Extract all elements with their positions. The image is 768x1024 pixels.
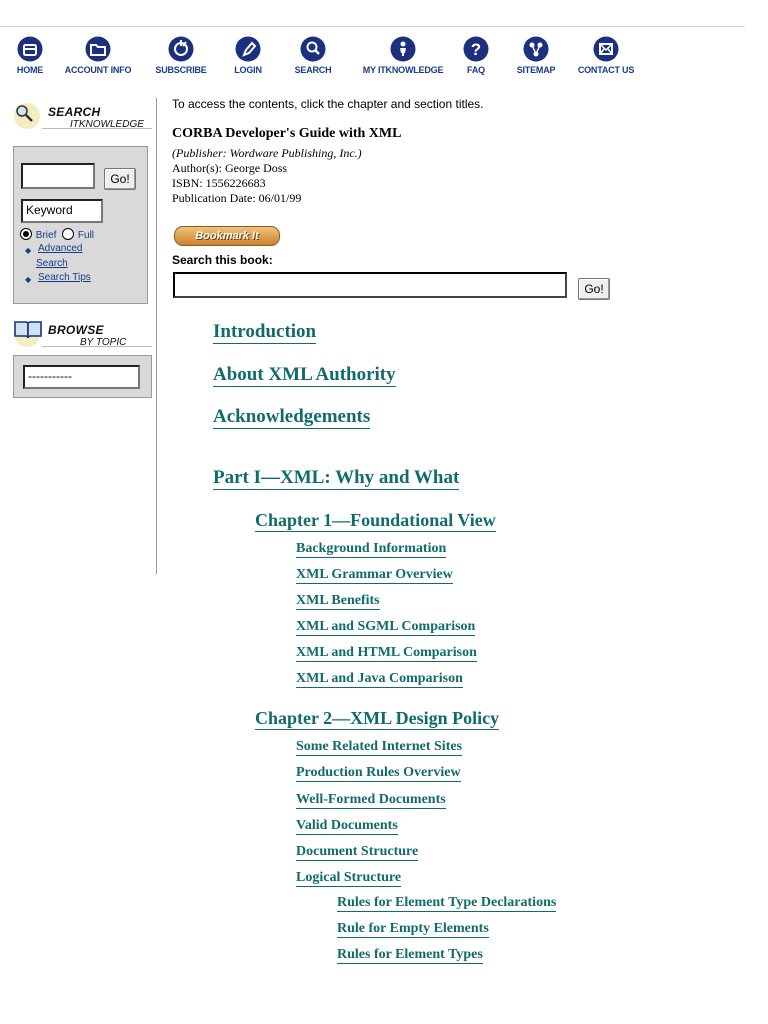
pen-icon: [235, 36, 261, 62]
instructions-text: To access the contents, click the chapter and section titles.: [172, 97, 484, 111]
site-search-go-button[interactable]: Go!: [104, 168, 136, 190]
magnifier-icon: [12, 100, 44, 132]
home-icon: [17, 36, 43, 62]
heading-rule: [42, 128, 152, 129]
publisher-text: (Publisher: Wordware Publishing, Inc.): [172, 146, 362, 160]
search-book-go-button[interactable]: Go!: [578, 278, 610, 300]
nav-label: SEARCH: [294, 65, 332, 75]
nav-label: HOME: [16, 65, 44, 75]
bookmark-it-button[interactable]: Bookmark It: [174, 226, 280, 246]
person-icon: [390, 36, 416, 62]
publication-date-text: Publication Date: 06/01/99: [172, 191, 302, 205]
bullet-icon: ◆: [25, 275, 32, 284]
book-title: CORBA Developer's Guide with XML: [172, 126, 402, 141]
toc-subsection-link[interactable]: Rules for Element Types: [337, 947, 483, 964]
nav-home[interactable]: [10, 36, 50, 75]
nav-label: MY ITKNOWLEDGE: [362, 65, 444, 75]
folder-icon: [85, 36, 111, 62]
nav-faq[interactable]: [461, 36, 491, 75]
search-book-input[interactable]: [173, 272, 567, 298]
bullet-icon: ◆: [25, 246, 32, 255]
toc-introduction-link[interactable]: Introduction: [213, 321, 317, 342]
toc-section-link[interactable]: XML and SGML Comparison: [296, 619, 475, 636]
toc-subsection-link[interactable]: Rules for Element Type Declarations: [337, 895, 556, 912]
toc-section-link[interactable]: Some Related Internet Sites: [296, 739, 462, 756]
search-itknowledge-heading: [12, 100, 152, 134]
search-mode-radios: [20, 228, 94, 241]
toc-acknowledgements-link[interactable]: Acknowledgements: [213, 406, 371, 427]
isbn-text: ISBN: 1556226683: [172, 176, 266, 190]
toc-section-link[interactable]: XML and HTML Comparison: [296, 645, 477, 662]
search-heading: SEARCH: [48, 105, 101, 119]
nav-label: SITEMAP: [516, 65, 556, 75]
browse-subheading: BY TOPIC: [80, 337, 127, 348]
toc-part1-link[interactable]: Part I—XML: Why and What: [213, 467, 460, 488]
toc-section-link[interactable]: XML Grammar Overview: [296, 567, 453, 584]
nav-account-info[interactable]: [58, 36, 138, 75]
nav-search[interactable]: [289, 36, 337, 75]
toc-section-link[interactable]: XML and Java Comparison: [296, 671, 463, 688]
search-scope-select[interactable]: Keyword: [21, 199, 103, 223]
magnifier-icon: [300, 36, 326, 62]
toc-section-link[interactable]: Valid Documents: [296, 818, 398, 835]
browse-heading: BROWSE: [48, 323, 104, 337]
toc-chapter1-link[interactable]: Chapter 1—Foundational View: [255, 510, 496, 530]
nav-subscribe[interactable]: [150, 36, 212, 75]
toc-section-link[interactable]: Production Rules Overview: [296, 765, 461, 782]
browse-by-topic-heading: [12, 318, 152, 352]
toc-about-link[interactable]: About XML Authority: [213, 364, 396, 385]
subscribe-icon: [168, 36, 194, 62]
nav-label: FAQ: [467, 65, 485, 75]
sidebar-search-panel: [13, 146, 148, 304]
topic-select[interactable]: -----------: [23, 365, 140, 389]
nav-label: CONTACT US: [577, 65, 635, 75]
book-icon: [12, 318, 44, 350]
advanced-search-link-line1[interactable]: Advanced: [38, 243, 83, 254]
toc-section-link[interactable]: Background Information: [296, 541, 446, 558]
radio-full-label: Full: [77, 230, 95, 241]
heading-rule: [42, 346, 152, 347]
nav-contact-us[interactable]: [572, 36, 640, 75]
search-book-label: Search this book:: [172, 253, 273, 267]
toc-section-link[interactable]: Well-Formed Documents: [296, 792, 446, 809]
sitemap-icon: [523, 36, 549, 62]
nav-label: LOGIN: [234, 65, 262, 75]
site-search-input[interactable]: [21, 163, 95, 189]
radio-full[interactable]: [62, 228, 74, 240]
toc-section-link[interactable]: XML Benefits: [296, 593, 380, 610]
advanced-search-link-line2[interactable]: Search: [36, 258, 68, 269]
toc-section-link[interactable]: Document Structure: [296, 844, 418, 861]
toc-subsection-link[interactable]: Rule for Empty Elements: [337, 921, 489, 938]
nav-label: ACCOUNT INFO: [64, 65, 132, 75]
radio-brief-label: Brief: [35, 230, 57, 241]
question-icon: [463, 36, 489, 62]
author-text: Author(s): George Doss: [172, 161, 288, 175]
envelope-icon: [593, 36, 619, 62]
browse-topic-panel: [13, 355, 152, 398]
nav-label: SUBSCRIBE: [155, 65, 207, 75]
nav-my-itknowledge[interactable]: [355, 36, 451, 75]
search-subheading: ITKNOWLEDGE: [70, 119, 144, 130]
svg-text:?: ?: [470, 40, 482, 59]
nav-sitemap[interactable]: [510, 36, 562, 75]
toc-section-link[interactable]: Logical Structure: [296, 870, 401, 887]
sidebar-divider: [156, 98, 157, 574]
radio-brief[interactable]: [20, 228, 32, 240]
nav-login[interactable]: [228, 36, 268, 75]
top-divider: [0, 26, 745, 27]
search-tips-link[interactable]: Search Tips: [38, 272, 91, 283]
toc-chapter2-link[interactable]: Chapter 2—XML Design Policy: [255, 708, 500, 728]
